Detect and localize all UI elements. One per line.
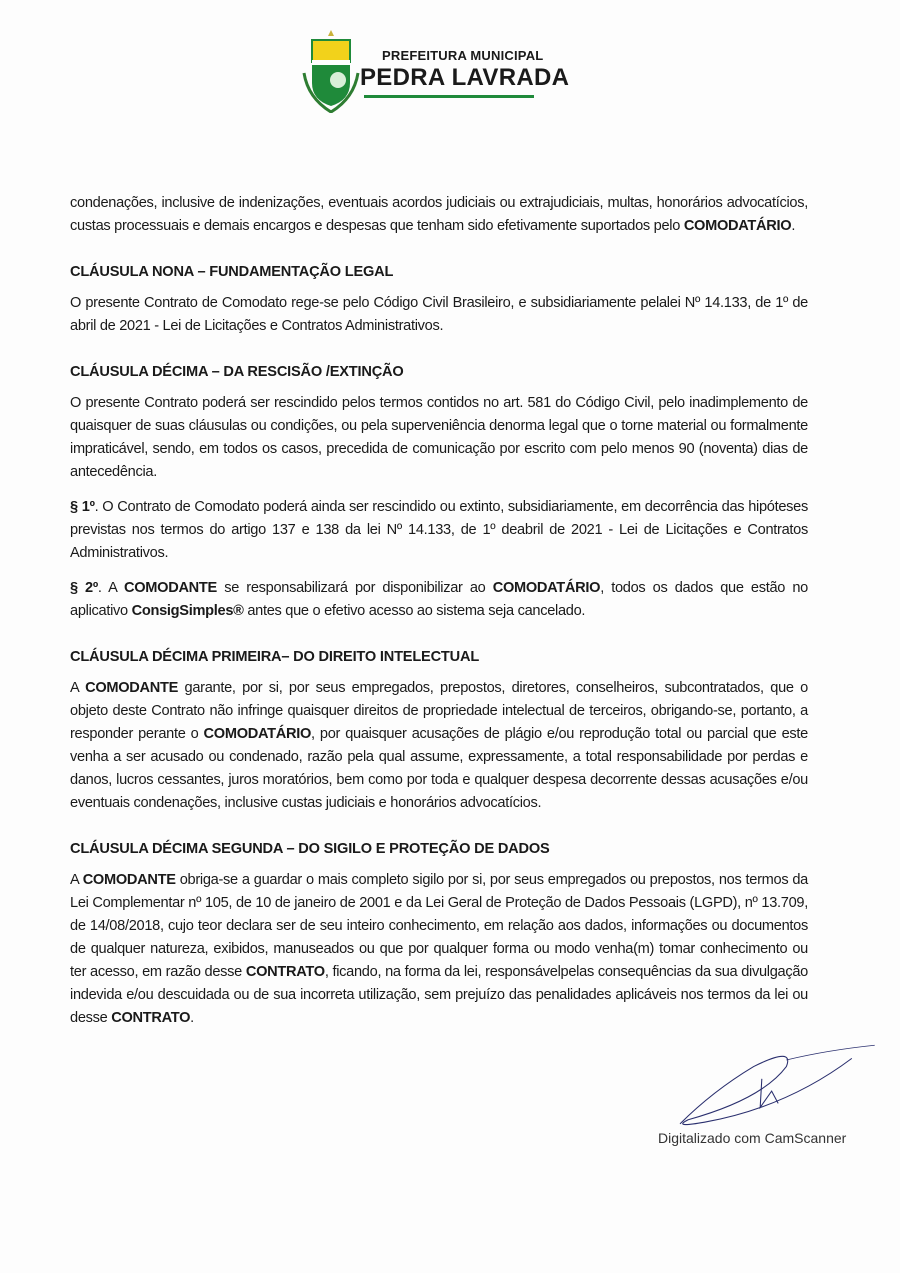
text-run: , por quaisquer acusações de plágio e/ou reprodução total ou parcial que este venha a ser acusado ou condenado, razão pela qual assume, expressamente, a total responsabilidade por perdas e danos, lucros cessantes, juros moratórios, bem como por toda e qualquer despesa decorrente dessas acusações e/ou eventuais condenações, inclusive custas judiciais e honorários advocatícios. — [70, 726, 808, 811]
text-run: garante, por si, por seus empregados, prepostos, diretores, conselheiros, subcontratados, que o objeto deste Contrato não infringe quaisquer direitos de propriedade intelectual de terceiros, obrigando-se, portanto, a responder perante o — [70, 680, 808, 742]
bold-text: COMODANTE — [82, 872, 176, 888]
clause-heading: CLÁUSULA DÉCIMA – DA RESCISÃO /EXTINÇÃO — [70, 364, 404, 380]
clause-heading: CLÁUSULA DÉCIMA PRIMEIRA– DO DIREITO INTELECTUAL — [70, 649, 480, 665]
clause-paragraph — [70, 677, 808, 815]
text-run: antes que o efetivo acesso ao sistema seja cancelado. — [243, 603, 586, 619]
bold-text: § 1º — [70, 499, 95, 515]
text-run: obriga-se a guardar o mais completo sigilo por si, por seus empregados ou prepostos, nos termos da Lei Complementar nº 105, de 10 de janeiro de 2001 e da Lei Geral de Proteção de Dados Pessoais (LGPD), nº 13.709, de 14/08/2018, cujo teor declara ser de seu inteiro conhecimento, em relação aos dados, informações ou documentos de qualquer natureza, exibidos, manuseados ou que por qualquer forma ou modo venha(m) tomar conhecimento ou ter acesso, em razão desse — [70, 872, 808, 980]
clause-heading: CLÁUSULA DÉCIMA SEGUNDA – DO SIGILO E PROTEÇÃO DE DADOS — [70, 841, 550, 857]
bold-text: COMODATÁRIO — [683, 218, 792, 234]
clause-heading: CLÁUSULA NONA – FUNDAMENTAÇÃO LEGAL — [70, 264, 394, 280]
bold-text: CONTRATO — [245, 964, 325, 980]
text-run: . A — [97, 580, 124, 596]
text-run: O presente Contrato de Comodato rege-se pelo Código Civil Brasileiro, e subsidiariamente pelalei Nº 14.133, de 1º de abril de 2021 - Lei de Licitações e Contratos Administrativos. — [70, 295, 808, 334]
text-run: A — [70, 680, 86, 696]
clause-paragraph — [70, 577, 808, 623]
bold-text: ConsigSimples® — [131, 603, 244, 619]
text-run: . — [190, 1010, 194, 1026]
clause-paragraph — [70, 496, 808, 565]
signature — [640, 1042, 900, 1132]
clause-paragraph — [70, 869, 808, 1030]
text-run: A — [70, 872, 83, 888]
bold-text: COMODATÁRIO — [492, 580, 601, 596]
text-run: se responsabilizará por disponibilizar ao — [216, 580, 493, 596]
text-run: . — [791, 218, 796, 234]
bold-text: § 2º — [70, 580, 98, 596]
bold-text: CONTRATO — [111, 1010, 191, 1026]
text-run: , ficando, na forma da lei, responsávelpelas consequências da sua divulgação indevida e/ou descuidada ou de sua incorreta utilização, sem prejuízo das penalidades aplicáveis nos termos da lei ou desse — [70, 964, 808, 1026]
logo-line1: PREFEITURA MUNICIPAL — [382, 48, 544, 63]
text-run: , todos os dados que estão no aplicativo — [70, 580, 809, 619]
text-run: . O Contrato de Comodato poderá ainda ser rescindido ou extinto, subsidiariamente, em decorrência das hipóteses previstas nos termos do artigo 137 e 138 da lei Nº 14.133, de 1º deabril de 2021 - Lei de Licitações e Contratos Administrativos. — [70, 499, 808, 561]
text-run: condenações, inclusive de indenizações, eventuais acordos judiciais ou extrajudiciais, multas, honorários advocatícios, custas processuais e demais encargos e despesas que tenham sido efetivamente suportados pelo — [70, 195, 808, 234]
clause-paragraph — [70, 192, 808, 238]
text-run: O presente Contrato poderá ser rescindido pelos termos contidos no art. 581 do Código Civil, pelo inadimplemento de quaisquer de suas cláusulas ou condições, ou pela superveniência denorma legal que o torne material ou formalmente impraticável, sendo, em todos os casos, precedida de comunicação por escrito com pelo menos 90 (noventa) dias de antecedência. — [70, 395, 808, 480]
camscanner-footer: Digitalizado com CamScanner — [658, 1130, 847, 1146]
document-body — [70, 0, 808, 1030]
page-bottom — [0, 1042, 900, 1162]
bold-text: COMODANTE — [85, 680, 179, 696]
bold-text: COMODANTE — [124, 580, 217, 596]
bold-text: COMODATÁRIO — [203, 726, 312, 742]
clause-paragraph — [70, 292, 808, 338]
logo-line2: PEDRA LAVRADA — [360, 64, 570, 91]
clause-paragraph — [70, 392, 808, 484]
